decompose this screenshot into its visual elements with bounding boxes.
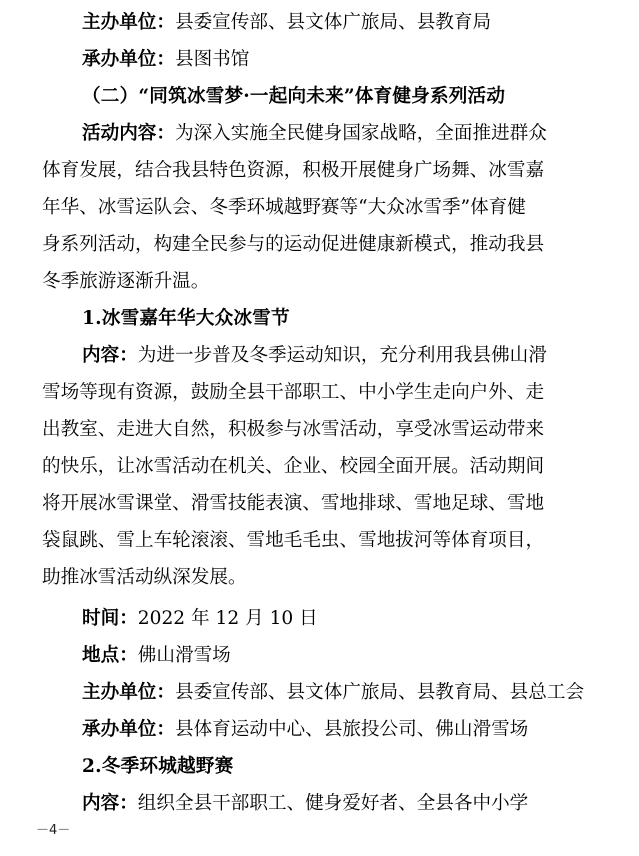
content-label: 内容： [82,793,138,814]
activity-content-text: 为深入实施全民健身国家战略，全面推进群众 [174,123,547,144]
subsection-heading-1: 1.冰雪嘉年华大众冰雪节 [82,308,290,329]
organizer-label: 主办单位： [82,682,175,703]
paragraph-line: 袋鼠跳、雪上车轮滚滚、雪地毛毛虫、雪地拔河等体育项目， [42,530,545,551]
content-text: 组织全县干部职工、健身爱好者、全县各中小学 [137,793,529,814]
organizer-line [82,674,594,711]
host-label: 承办单位： [82,719,175,740]
time-label: 时间： [82,608,138,629]
content-label: 内容： [82,345,138,366]
content-line [82,337,594,374]
paragraph-line: 年华、冰雪运队会、冬季环城越野赛等“大众冰雪季”体育健 [42,197,526,218]
paragraph-line: 体育发展，结合我县特色资源，积极开展健身广场舞、冰雪嘉 [42,160,545,181]
subsection-heading-2: 2.冬季环城越野赛 [82,756,234,777]
host-label: 承办单位： [82,49,175,70]
host-text: 县体育运动中心、县旅投公司、佛山滑雪场 [174,719,529,740]
activity-content-label: 活动内容： [82,123,175,144]
place-text: 佛山滑雪场 [137,645,231,666]
time-line [82,600,594,637]
host-text: 县图书馆 [174,49,250,70]
paragraph-line: 出教室、走进大自然，积极参与冰雪活动，享受冰雪运动带来 [42,419,545,440]
place-line [82,637,594,674]
paragraph-line: 的快乐，让冰雪活动在机关、企业、校园全面开展。活动期间 [42,456,545,477]
organizer-line [82,4,594,41]
section-heading: （二）“同筑冰雪梦·一起向未来”体育健身系列活动 [82,86,506,107]
organizer-label: 主办单位： [82,12,175,33]
paragraph-line: 身系列活动，构建全民参与的运动促进健康新模式，推动我县 [42,234,545,255]
organizer-text: 县委宣传部、县文体广旅局、县教育局、县总工会 [174,682,585,703]
paragraph-line: 雪场等现有资源，鼓励全县干部职工、中小学生走向户外、走 [42,382,545,403]
page-number: －4－ [36,823,71,838]
content-line [82,785,594,822]
host-line [82,41,594,78]
activity-content-line [82,115,594,152]
time-text: 2022 年 12 月 10 日 [137,608,318,629]
paragraph-line: 助推冰雪活动纵深发展。 [42,567,247,588]
host-line [82,711,594,748]
organizer-text: 县委宣传部、县文体广旅局、县教育局 [174,12,492,33]
place-label: 地点： [82,645,138,666]
paragraph-line: 将开展冰雪课堂、滑雪技能表演、雪地排球、雪地足球、雪地 [42,493,545,514]
paragraph-line: 冬季旅游逐渐升温。 [42,271,210,292]
content-text: 为进一步普及冬季运动知识，充分利用我县佛山滑 [137,345,547,366]
